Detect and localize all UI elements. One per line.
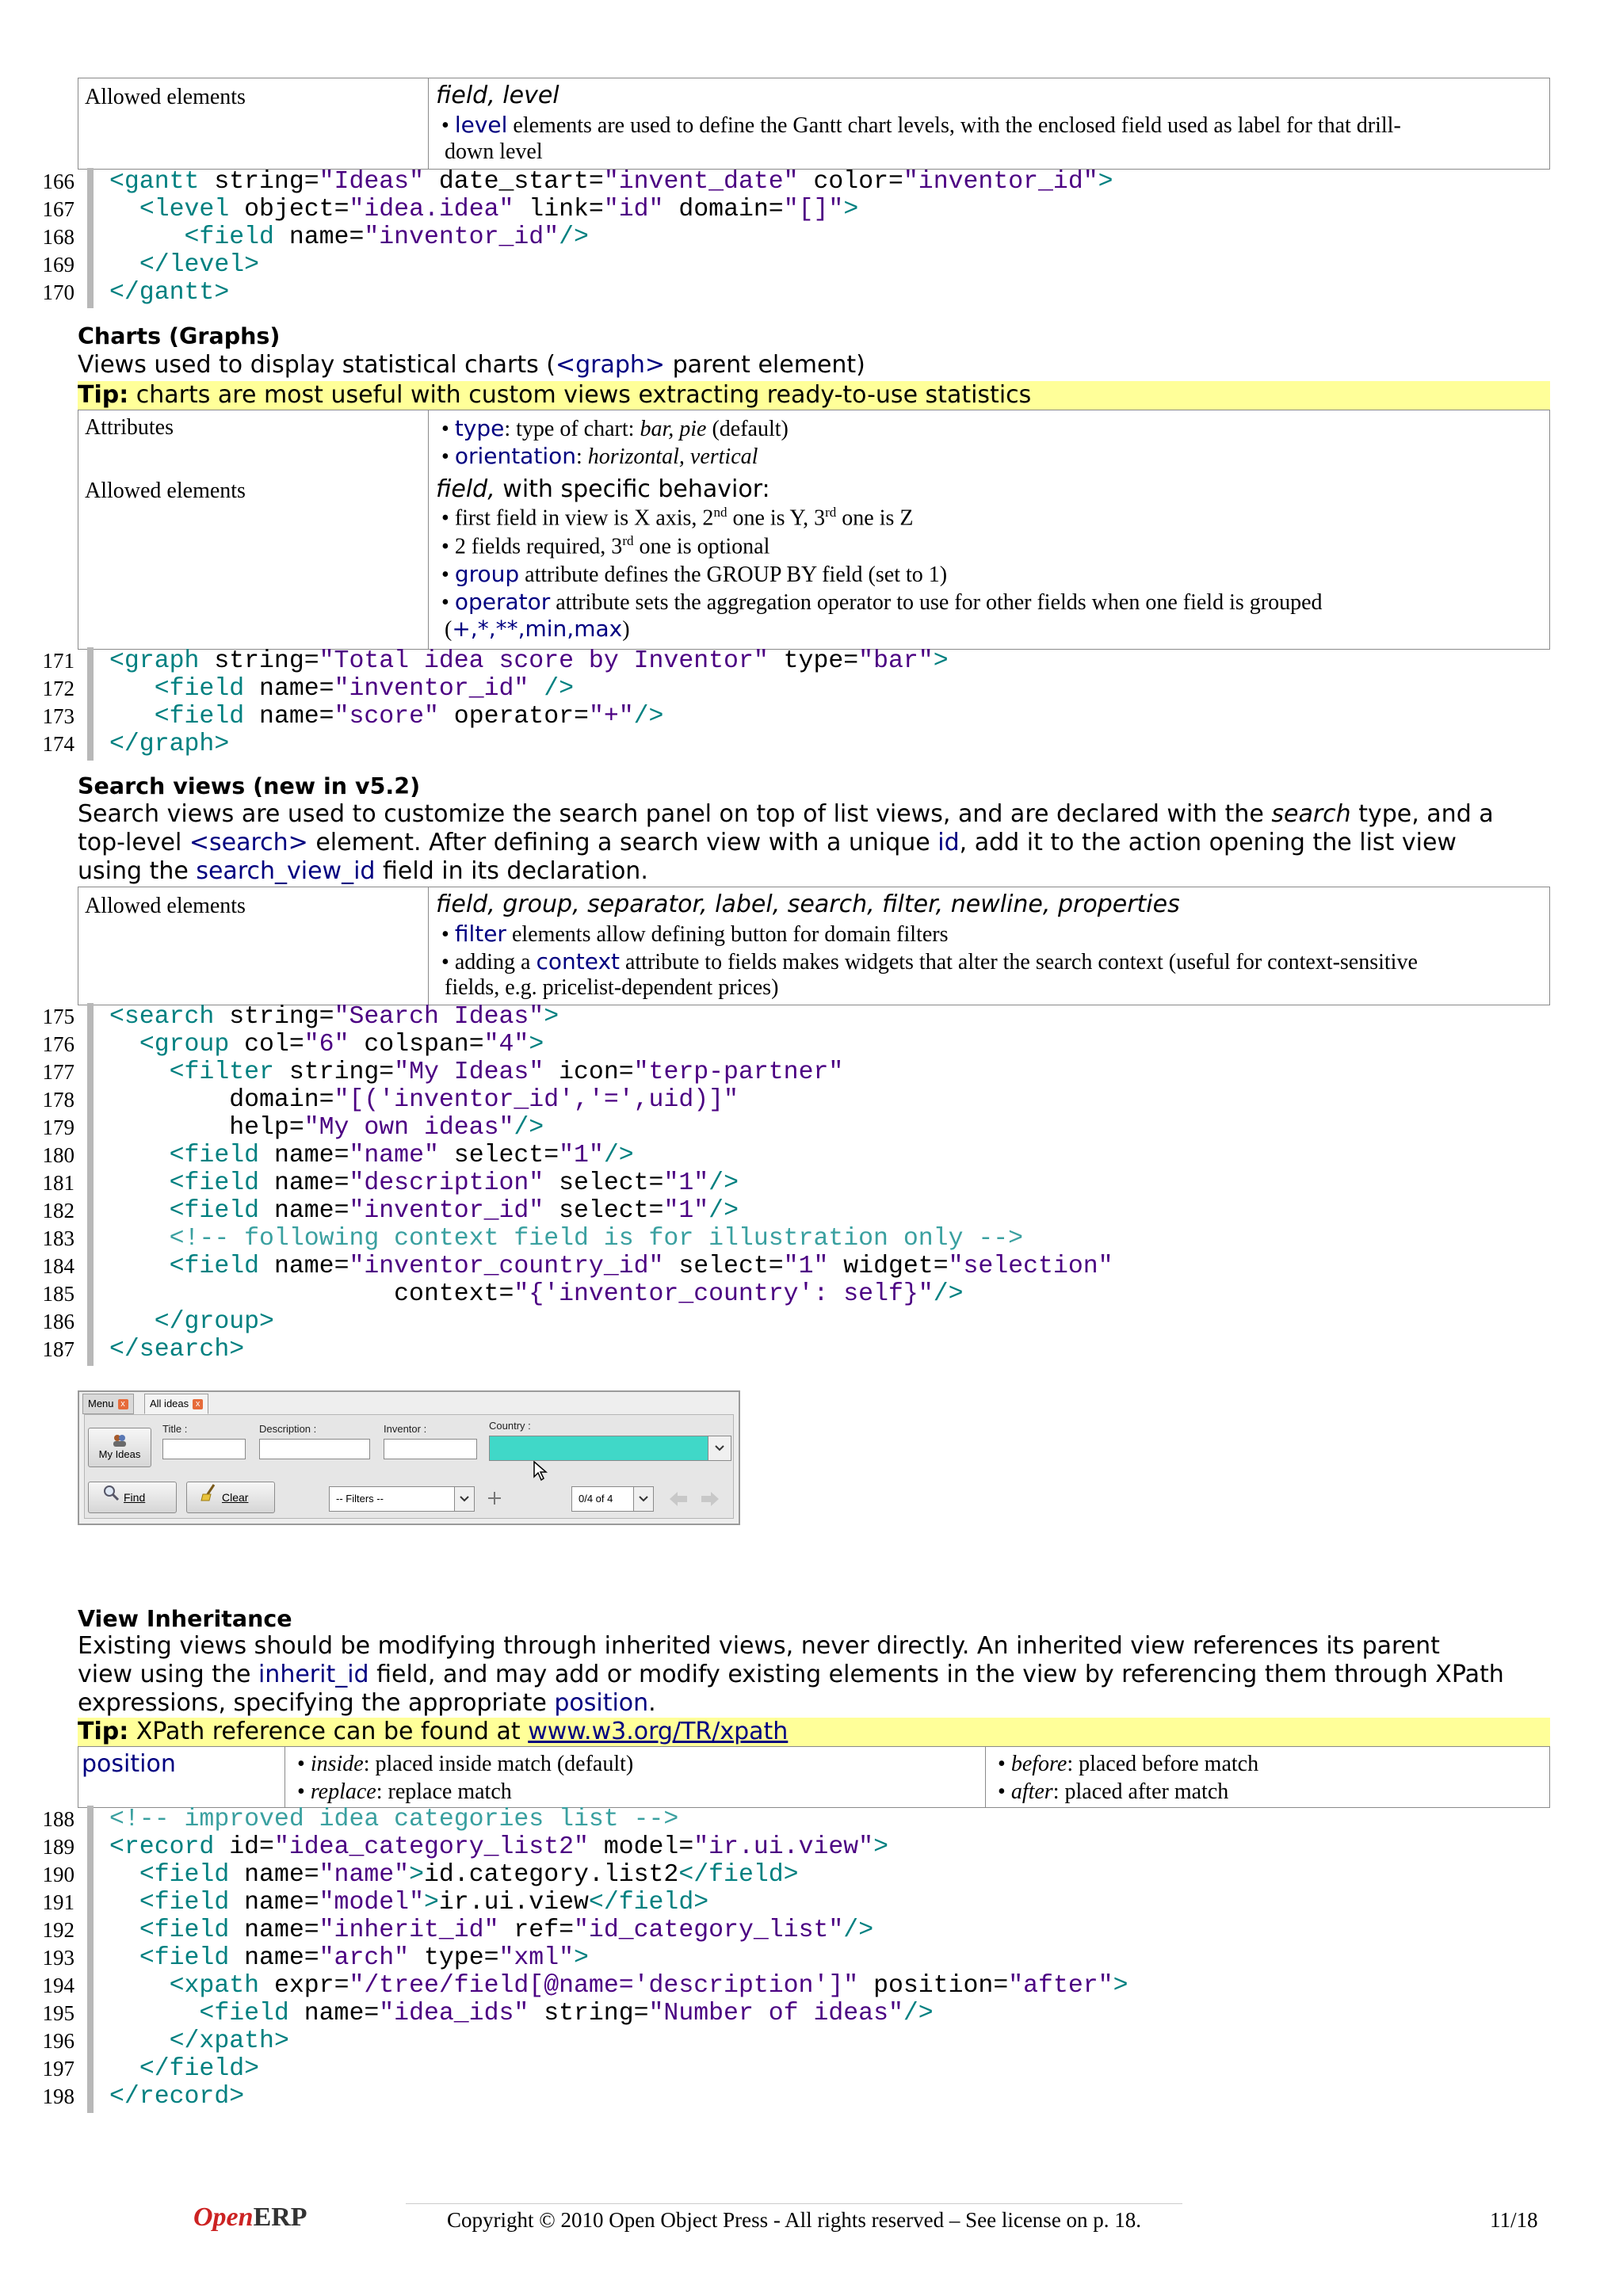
description-label: Description : <box>259 1423 317 1435</box>
line-number: 186 <box>42 1310 74 1333</box>
partner-icon <box>89 1433 151 1449</box>
line-number: 197 <box>42 2057 74 2081</box>
code-text: context="{'inventor_country': self}"/> <box>109 1280 964 1308</box>
code-text: <field name="idea_ids" string="Number of ideas"/> <box>199 2000 934 2027</box>
code-text: <field name="model">ir.ui.view</field> <box>139 1889 709 1917</box>
clear-button[interactable]: Clear <box>186 1482 275 1513</box>
position-label: position <box>82 1750 176 1778</box>
line-number: 192 <box>42 1918 74 1942</box>
line-number: 166 <box>42 170 74 193</box>
line-number: 173 <box>42 704 74 728</box>
filters-select[interactable]: -- Filters -- <box>329 1486 475 1512</box>
allowed-elements-label: Allowed elements <box>85 894 246 918</box>
mouse-cursor-icon <box>533 1461 548 1486</box>
code-text: </record> <box>109 2083 245 2111</box>
xpath-tip: Tip: XPath reference can be found at www.w3.org/TR/xpath <box>78 1718 1550 1746</box>
level-bullet-continuation: down level <box>445 139 543 164</box>
graph-allowed-elements: field, with specific behavior: <box>436 475 770 503</box>
inheritance-heading: View Inheritance <box>78 1606 292 1632</box>
code-text: <search string="Search Ideas"> <box>109 1003 559 1031</box>
my-ideas-filter-button[interactable]: My Ideas <box>88 1428 151 1467</box>
inheritance-para-line-3: expressions, specifying the appropriate position. <box>78 1689 656 1717</box>
before-option: • before: placed before match <box>998 1752 1259 1776</box>
context-bullet: • adding a context attribute to fields makes widgets that alter the search context (useful for context-sensitive <box>441 948 1418 974</box>
line-number: 187 <box>42 1337 74 1361</box>
operator-bullet: • operator attribute sets the aggregation operator to use for other fields when one field is grouped <box>441 589 1323 615</box>
fields-required-bullet: • 2 fields required, 3rd one is optional <box>441 533 770 559</box>
line-number: 183 <box>42 1226 74 1250</box>
line-number: 170 <box>42 280 74 304</box>
line-number: 190 <box>42 1863 74 1886</box>
line-number: 193 <box>42 1946 74 1970</box>
line-number: 167 <box>42 197 74 221</box>
charts-attributes-table <box>78 410 1550 650</box>
country-select[interactable] <box>489 1436 731 1461</box>
inside-option: • inside: placed inside match (default) <box>297 1752 634 1776</box>
line-number: 172 <box>42 677 74 700</box>
line-number: 198 <box>42 2084 74 2108</box>
charts-tip: Tip: charts are most useful with custom views extracting ready-to-use statistics <box>78 381 1550 410</box>
replace-option: • replace: replace match <box>297 1779 512 1804</box>
code-text: </group> <box>154 1308 274 1336</box>
code-text: <field name="arch" type="xml"> <box>139 1944 589 1972</box>
operator-bullet-continuation: (+,*,**,min,max) <box>445 616 630 642</box>
code-text: <level object="idea.idea" link="id" domain="[]"> <box>139 196 859 223</box>
code-text: <field name="description" select="1"/> <box>169 1169 739 1197</box>
filter-bullet: • filter elements allow defining button for domain filters <box>441 921 949 947</box>
code-text: <field name="score" operator="+"/> <box>154 703 664 730</box>
line-number: 196 <box>42 2029 74 2053</box>
code-text: <field name="name" select="1"/> <box>169 1142 634 1169</box>
allowed-elements-label: Allowed elements <box>85 85 246 109</box>
code-text: <graph string="Total idea score by Inventor" type="bar"> <box>109 647 949 675</box>
after-option: • after: placed after match <box>998 1779 1229 1804</box>
group-bullet: • group attribute defines the GROUP BY field (set to 1) <box>441 561 948 587</box>
footer-copyright: Copyright © 2010 Open Object Press - All rights reserved – See license on p. 18. <box>446 2208 1142 2232</box>
line-number: 176 <box>42 1032 74 1056</box>
inventor-label: Inventor : <box>384 1423 427 1435</box>
code-text: </search> <box>109 1336 245 1363</box>
search-para-line-1: Search views are used to customize the search panel on top of list views, and are declared with the search type, and a <box>78 800 1494 828</box>
gantt-allowed-elements: field, level <box>436 82 559 109</box>
tab-menu[interactable]: Menu x <box>82 1394 134 1414</box>
pager-select[interactable]: 0/4 of 4 <box>571 1486 654 1512</box>
line-number: 169 <box>42 253 74 277</box>
inheritance-para-line-1: Existing views should be modifying through inherited views, never directly. An inherited view references its parent <box>78 1632 1440 1660</box>
code-text: </field> <box>139 2055 260 2083</box>
code-text: domain="[('inventor_id','=',uid)]" <box>109 1086 739 1114</box>
broom-icon <box>200 1483 219 1513</box>
add-filter-icon[interactable] <box>486 1489 503 1511</box>
code-text: <field name="inventor_id"/> <box>184 223 589 251</box>
search-para-line-3: using the search_view_id field in its declaration. <box>78 857 648 885</box>
code-text: </graph> <box>109 730 230 758</box>
code-text: <field name="inventor_id" /> <box>154 675 575 703</box>
line-number: 195 <box>42 2001 74 2025</box>
code-text: <xpath expr="/tree/field[@name='description']" position="after"> <box>169 1972 1128 2000</box>
charts-heading: Charts (Graphs) <box>78 323 281 349</box>
inventor-input[interactable] <box>384 1439 477 1459</box>
charts-intro: Views used to display statistical charts (<graph> parent element) <box>78 351 865 379</box>
code-text: <filter string="My Ideas" icon="terp-partner" <box>169 1058 844 1086</box>
line-number: 182 <box>42 1199 74 1222</box>
line-number: 194 <box>42 1974 74 1997</box>
code-text: <field name="inventor_country_id" select="1" widget="selection" <box>169 1253 1113 1280</box>
code-text: </level> <box>139 251 260 279</box>
chevron-down-icon[interactable] <box>454 1487 474 1511</box>
country-label: Country : <box>489 1420 531 1432</box>
code-text: <group col="6" colspan="4"> <box>139 1031 544 1058</box>
code-text: <!-- following context field is for illustration only --> <box>109 1225 1024 1253</box>
line-number: 181 <box>42 1171 74 1195</box>
search-icon <box>101 1483 120 1513</box>
search-panel-screenshot <box>78 1390 740 1525</box>
context-bullet-continuation: fields, e.g. pricelist-dependent prices) <box>445 975 779 1000</box>
line-number: 184 <box>42 1254 74 1278</box>
description-input[interactable] <box>259 1439 370 1459</box>
page-number: 11/18 <box>1490 2208 1538 2232</box>
tab-all-ideas[interactable]: All ideas x <box>144 1394 208 1414</box>
allowed-elements-label: Allowed elements <box>85 479 246 503</box>
orientation-attribute: • orientation: horizontal, vertical <box>441 443 758 469</box>
code-text: <record id="idea_category_list2" model="ir.ui.view"> <box>109 1833 888 1861</box>
code-text: <!-- improved idea categories list --> <box>109 1806 679 1833</box>
attributes-label: Attributes <box>85 415 174 440</box>
inheritance-para-line-2: view using the inherit_id field, and may add or modify existing elements in the view by referencing them through XPath <box>78 1661 1504 1688</box>
line-number: 177 <box>42 1060 74 1084</box>
line-number: 180 <box>42 1143 74 1167</box>
title-input[interactable] <box>162 1439 246 1459</box>
line-number: 171 <box>42 649 74 673</box>
next-page-icon[interactable] <box>700 1489 720 1512</box>
level-bullet: • level elements are used to define the Gantt chart levels, with the enclosed field used as label for that drill- <box>441 112 1401 138</box>
find-button[interactable]: Find <box>88 1482 177 1513</box>
search-para-line-2: top-level <search> element. After defining a search view with a unique id, add it to the action opening the list view <box>78 829 1457 856</box>
top-allowed-elements-table <box>78 78 1550 170</box>
line-number: 178 <box>42 1088 74 1112</box>
code-text: <gantt string="Ideas" date_start="invent_date" color="inventor_id"> <box>109 168 1113 196</box>
line-number: 188 <box>42 1807 74 1831</box>
footer-rule <box>406 2203 1182 2204</box>
line-number: 175 <box>42 1005 74 1028</box>
xpath-reference-link[interactable]: www.w3.org/TR/xpath <box>528 1718 789 1745</box>
line-number: 179 <box>42 1116 74 1139</box>
type-attribute: • type: type of chart: bar, pie (default) <box>441 415 789 441</box>
close-icon[interactable]: x <box>193 1399 203 1409</box>
search-allowed-elements: field, group, separator, label, search, filter, newline, properties <box>436 891 1180 918</box>
search-allowed-elements-table <box>78 887 1550 1005</box>
code-text: help="My own ideas"/> <box>109 1114 544 1142</box>
line-number: 191 <box>42 1890 74 1914</box>
line-number: 174 <box>42 732 74 756</box>
code-text: </xpath> <box>169 2027 289 2055</box>
chevron-down-icon[interactable] <box>708 1436 731 1460</box>
code-text: </gantt> <box>109 279 230 307</box>
axis-bullet: • first field in view is X axis, 2nd one is Y, 3rd one is Z <box>441 505 914 531</box>
close-icon[interactable]: x <box>118 1399 128 1409</box>
line-number: 168 <box>42 225 74 249</box>
chevron-down-icon[interactable] <box>633 1487 653 1511</box>
line-number: 189 <box>42 1835 74 1859</box>
search-heading: Search views (new in v5.2) <box>78 773 421 799</box>
code-text: <field name="inventor_id" select="1"/> <box>169 1197 739 1225</box>
position-table <box>78 1746 1550 1808</box>
previous-page-icon[interactable] <box>668 1489 689 1512</box>
line-number: 185 <box>42 1282 74 1306</box>
code-text: <field name="name">id.category.list2</field> <box>139 1861 799 1889</box>
openerp-logo: OpenERP <box>193 2203 307 2232</box>
code-text: <field name="inherit_id" ref="id_category_list"/> <box>139 1917 874 1944</box>
title-label: Title : <box>162 1423 188 1435</box>
